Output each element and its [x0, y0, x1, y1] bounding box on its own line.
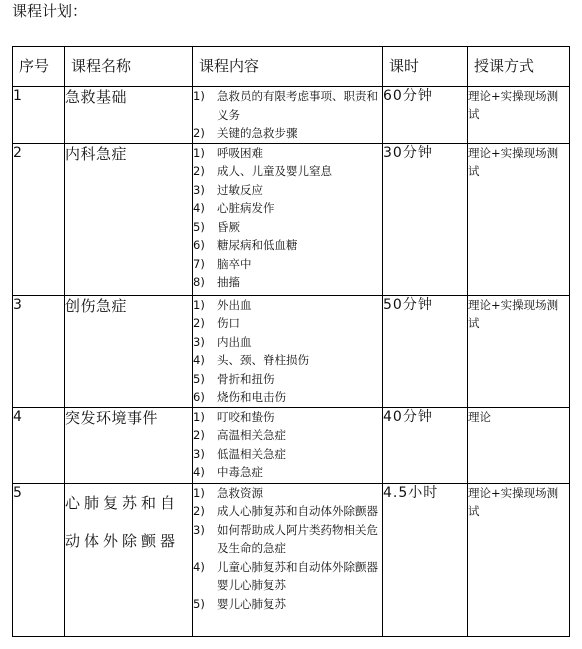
header-course-name: 课程名称: [65, 47, 193, 87]
row-number: 1: [13, 87, 65, 144]
content-item: 2) 伤口: [193, 316, 240, 330]
content-item: 2) 关键的急救步骤: [193, 126, 298, 140]
content-item: 8) 抽搐: [193, 275, 240, 289]
content-item: 2) 成人、儿童及婴儿窒息: [193, 164, 332, 178]
content-item: 1) 叮咬和蛰伤: [193, 409, 275, 424]
teaching-method: 理论+实操现场测试: [468, 295, 570, 407]
row-number: 3: [13, 295, 65, 407]
content-item: 2) 成人心肺复苏和自动体外除颤器: [193, 504, 378, 518]
header-course-content: 课程内容: [193, 47, 383, 87]
course-name: 创伤急症: [65, 295, 193, 407]
content-item: 5) 昏厥: [193, 219, 240, 234]
course-content: [193, 143, 383, 295]
content-item: 3) 过敏反应: [193, 182, 263, 197]
course-hours: 50分钟: [383, 295, 468, 407]
table-header-row: [13, 47, 570, 87]
content-list: [193, 87, 382, 143]
course-name: 心肺复苏和自动体外除颤器: [65, 483, 193, 636]
content-list: [193, 296, 382, 407]
content-list: [193, 144, 382, 292]
header-hours: 课时: [383, 47, 468, 87]
content-item: 3) 如何帮助成人阿片类药物相关危及生命的急症: [193, 522, 378, 555]
content-item: 1) 外出血: [193, 297, 252, 312]
content-item: 3) 低温相关急症: [193, 446, 286, 461]
course-name: 急救基础: [65, 87, 193, 144]
course-hours: 4.5小时: [383, 483, 468, 636]
content-item: 6) 糖尿病和低血糖: [193, 238, 298, 252]
content-item: 6) 烧伤和电击伤: [193, 390, 286, 404]
content-item: 4) 儿童心肺复苏和自动体外除颤器婴儿心肺复苏: [193, 559, 378, 592]
content-item: 1) 急救员的有限考虑事项、职责和义务: [193, 89, 378, 122]
row-number: 4: [13, 407, 65, 483]
row-number: 5: [13, 483, 65, 636]
header-teaching-method: 授课方式: [468, 47, 570, 87]
header-number: 序号: [13, 47, 65, 87]
content-list: [193, 408, 382, 482]
content-item: 4) 中毒急症: [193, 465, 263, 479]
content-item: 1) 急救资源: [193, 485, 263, 500]
course-hours: 40分钟: [383, 407, 468, 483]
course-content: [193, 295, 383, 407]
content-list: [193, 484, 382, 614]
content-item: 4) 头、颈、脊柱损伤: [193, 353, 309, 367]
course-hours: 30分钟: [383, 143, 468, 295]
teaching-method: 理论: [468, 407, 570, 483]
content-item: 3) 内出血: [193, 334, 252, 349]
document-title: 课程计划：: [12, 2, 88, 20]
content-item: 2) 高温相关急症: [193, 428, 286, 442]
content-item: 7) 脑卒中: [193, 256, 252, 271]
teaching-method: 理论+实操现场测试: [468, 483, 570, 636]
course-content: [193, 483, 383, 636]
teaching-method: 理论+实操现场测试: [468, 87, 570, 144]
table-row: [13, 87, 570, 144]
course-name: 内科急症: [65, 143, 193, 295]
course-hours: 60分钟: [383, 87, 468, 144]
content-item: 5) 婴儿心肺复苏: [193, 596, 286, 611]
table-row: [13, 407, 570, 483]
content-item: 4) 心脏病发作: [193, 201, 275, 215]
content-item: 1) 呼吸困难: [193, 145, 263, 160]
teaching-method: 理论+实操现场测试: [468, 143, 570, 295]
table-row: [13, 143, 570, 295]
course-content: [193, 87, 383, 144]
course-name: 突发环境事件: [65, 407, 193, 483]
course-plan-table: [12, 46, 570, 637]
course-content: [193, 407, 383, 483]
table-row: [13, 295, 570, 407]
table-row: [13, 483, 570, 636]
row-number: 2: [13, 143, 65, 295]
content-item: 5) 骨折和扭伤: [193, 371, 275, 386]
